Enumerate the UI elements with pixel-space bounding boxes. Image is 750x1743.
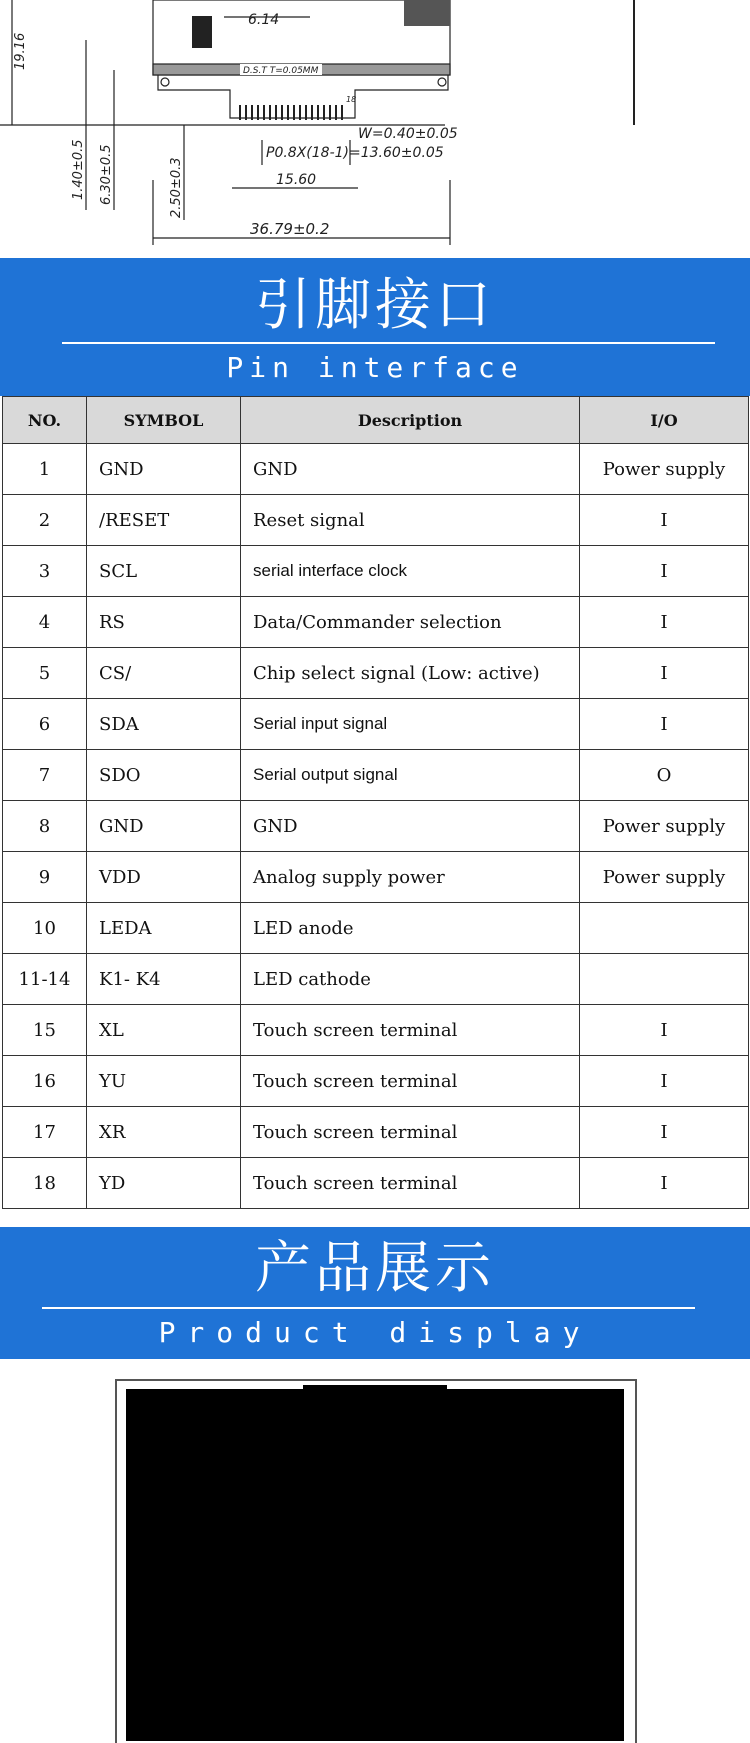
pin-no: 10 (3, 903, 87, 954)
fpc-outline (158, 75, 448, 118)
table-row (3, 495, 749, 546)
pin-io: I (580, 546, 749, 597)
pin-description: serial interface clock (241, 546, 580, 597)
pin-description: Touch screen terminal (241, 1005, 580, 1056)
header-description: Description (241, 397, 580, 444)
table-row (3, 750, 749, 801)
hole-left (161, 78, 169, 86)
pin-description: Touch screen terminal (241, 1107, 580, 1158)
pin-description: GND (241, 801, 580, 852)
pin-symbol: GND (87, 444, 241, 495)
pin-description: Data/Commander selection (241, 597, 580, 648)
table-row (3, 1056, 749, 1107)
table-row (3, 801, 749, 852)
connector-block (192, 16, 212, 48)
pin-no: 8 (3, 801, 87, 852)
product-display-title-en: Product display (158, 1316, 592, 1349)
pin-no: 1 (3, 444, 87, 495)
pin-io: Power supply (580, 801, 749, 852)
pin-symbol: XR (87, 1107, 241, 1158)
lcd-top-tab (303, 1385, 447, 1391)
pin-io: Power supply (580, 444, 749, 495)
dim-5-label: 36.79±0.2 (250, 220, 330, 238)
pin-io: I (580, 1107, 749, 1158)
pin-io (580, 903, 749, 954)
header-io: I/O (580, 397, 749, 444)
technical-drawing (0, 0, 750, 258)
product-display-banner (0, 1227, 750, 1359)
table-row (3, 1107, 749, 1158)
table-row (3, 1158, 749, 1209)
pin-io: I (580, 1005, 749, 1056)
pin-io (580, 954, 749, 1005)
pin-no: 4 (3, 597, 87, 648)
pin-description: Serial output signal (241, 750, 580, 801)
pin-symbol: VDD (87, 852, 241, 903)
pin-description: LED anode (241, 903, 580, 954)
pin-description: Touch screen terminal (241, 1056, 580, 1107)
pin-description: Reset signal (241, 495, 580, 546)
pin-symbol: XL (87, 1005, 241, 1056)
dim-2-label: 6.30±0.5 (99, 144, 114, 205)
table-row (3, 444, 749, 495)
pin-io: I (580, 648, 749, 699)
dim-4-label: 15.60 (276, 172, 317, 188)
pin-interface-banner (0, 258, 750, 396)
dim-side-label: 19.16 (13, 32, 28, 70)
pin-no: 5 (3, 648, 87, 699)
hole-right (438, 78, 446, 86)
table-row (3, 903, 749, 954)
note-label: D.S.T T=0.05MM (243, 66, 319, 76)
pin-description: Chip select signal (Low: active) (241, 648, 580, 699)
pin-width-label: W=0.40±0.05 (358, 126, 458, 142)
product-image (0, 1359, 750, 1741)
pin-symbol: RS (87, 597, 241, 648)
pin-io: I (580, 597, 749, 648)
pin-symbol: GND (87, 801, 241, 852)
pin-table (2, 396, 749, 1209)
product-display-title-zh: 产品展示 (255, 1236, 495, 1301)
pin-no: 15 (3, 1005, 87, 1056)
pin-symbol: CS/ (87, 648, 241, 699)
pin-no: 18 (3, 1158, 87, 1209)
banner-divider (62, 342, 715, 344)
pin-no: 11-14 (3, 954, 87, 1005)
table-row (3, 1005, 749, 1056)
table-row (3, 954, 749, 1005)
dim-top-label: 6.14 (248, 12, 280, 28)
pin-io: I (580, 1158, 749, 1209)
pitch-label: P0.8X(18-1)=13.60±0.05 (266, 145, 444, 161)
pin-symbol: K1- K4 (87, 954, 241, 1005)
pin-symbol: YD (87, 1158, 241, 1209)
dim-1-label: 1.40±0.5 (71, 139, 86, 200)
table-header-row (3, 397, 749, 444)
pin-count-label: 18 (346, 95, 357, 104)
pin-no: 9 (3, 852, 87, 903)
pin-description: Serial input signal (241, 699, 580, 750)
pin-no: 17 (3, 1107, 87, 1158)
header-no: NO. (3, 397, 87, 444)
dim-3-label: 2.50±0.3 (169, 157, 184, 218)
pin-symbol: SCL (87, 546, 241, 597)
table-row (3, 852, 749, 903)
corner-block (404, 0, 450, 26)
pin-description: Touch screen terminal (241, 1158, 580, 1209)
pin-interface-title-en: Pin interface (226, 351, 524, 384)
pin-no: 3 (3, 546, 87, 597)
pin-no: 7 (3, 750, 87, 801)
pin-symbol: SDA (87, 699, 241, 750)
pin-symbol: LEDA (87, 903, 241, 954)
pin-no: 2 (3, 495, 87, 546)
pin-io: Power supply (580, 852, 749, 903)
table-row (3, 546, 749, 597)
pin-io: O (580, 750, 749, 801)
pin-symbol: /RESET (87, 495, 241, 546)
pin-io: I (580, 495, 749, 546)
header-symbol: SYMBOL (87, 397, 241, 444)
banner-divider (42, 1307, 695, 1309)
pin-symbol: SDO (87, 750, 241, 801)
pin-symbol: YU (87, 1056, 241, 1107)
pin-description: Analog supply power (241, 852, 580, 903)
lcd-screen (126, 1389, 624, 1741)
pin-io: I (580, 1056, 749, 1107)
pin-description: GND (241, 444, 580, 495)
table-row (3, 699, 749, 750)
table-row (3, 597, 749, 648)
pin-interface-title-zh: 引脚接口 (255, 273, 495, 338)
pin-no: 16 (3, 1056, 87, 1107)
pin-description: LED cathode (241, 954, 580, 1005)
table-row (3, 648, 749, 699)
pin-no: 6 (3, 699, 87, 750)
pin-io: I (580, 699, 749, 750)
